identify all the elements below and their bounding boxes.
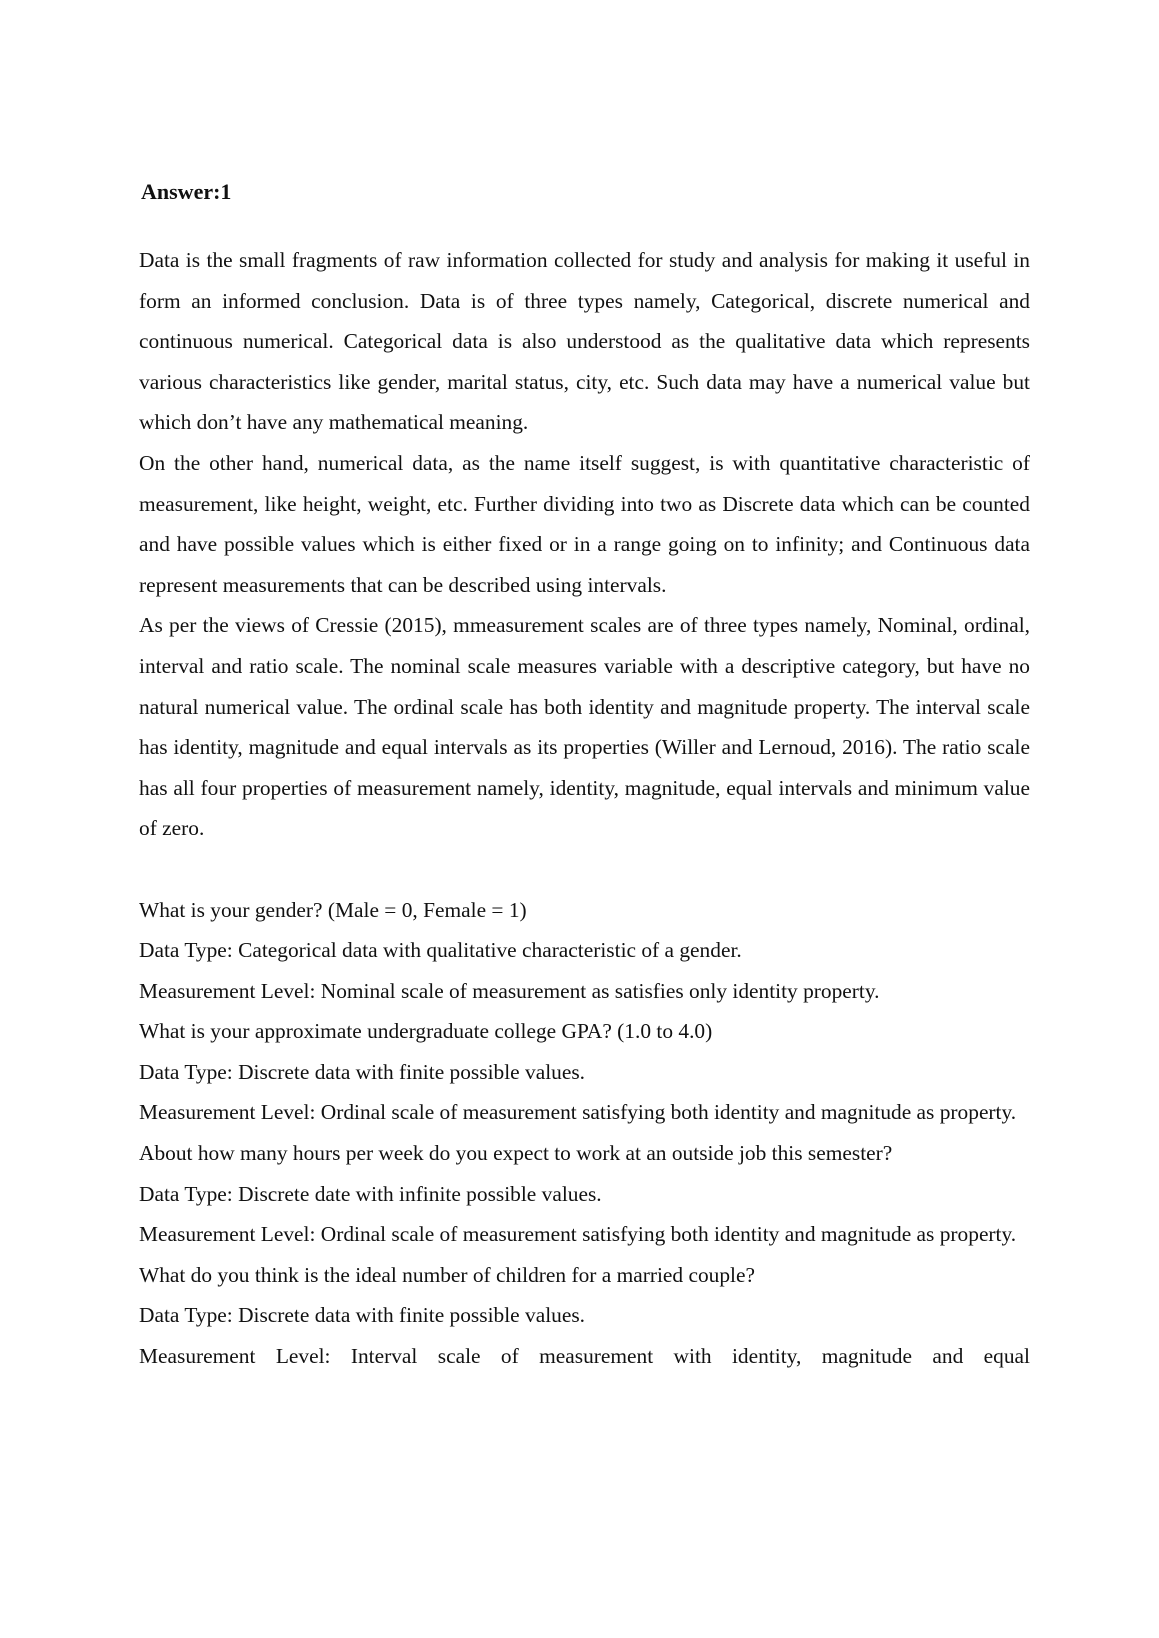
document-body (139, 240, 1030, 1377)
data-type-text: Data Type: Discrete data with finite possible values. (139, 1303, 585, 1328)
measurement-level-text: Measurement Level: Interval scale of measurement with identity, magnitude and equal (139, 1344, 1030, 1369)
paragraph-measurement-scales: As per the views of Cressie (2015), mmeasurement scales are of three types namely, Nominal, ordinal, interval and ratio scale. The nominal scale measures variable with a descriptive category, but have no natural numerical value. The ordinal scale has both identity and magnitude property. The interval scale has identity, magnitude and equal intervals as its properties (Willer and Lernoud, 2016). The ratio scale has all four properties of measurement namely, identity, magnitude, equal intervals and minimum value of zero. (139, 613, 1030, 841)
data-type-text: Data Type: Discrete date with infinite possible values. (139, 1181, 602, 1206)
answer-heading: Answer:1 (141, 179, 232, 204)
data-type-text: Data Type: Discrete data with finite possible values. (139, 1059, 585, 1084)
question-text: About how many hours per week do you expect to work at an outside job this semester? (139, 1141, 893, 1166)
question-text: What do you think is the ideal number of children for a married couple? (139, 1262, 755, 1287)
measurement-level-text: Measurement Level: Ordinal scale of measurement satisfying both identity and magnitude as property. (139, 1100, 1017, 1125)
blank-line (139, 849, 1030, 890)
data-type-text: Data Type: Categorical data with qualitative characteristic of a gender. (139, 938, 742, 963)
paragraph-data-definition: Data is the small fragments of raw information collected for study and analysis for making it useful in form an informed conclusion. Data is of three types namely, Categorical, discrete numerical and continuous numerical. Categorical data is also understood as the qualitative data which represents various characteristics like gender, marital status, city, etc. Such data may have a numerical value but which don’t have any mathematical meaning. (139, 248, 1030, 435)
paragraph-numerical-data: On the other hand, numerical data, as the name itself suggest, is with quantitative characteristic of measurement, like height, weight, etc. Further dividing into two as Discrete data which can be counted and have possible values which is either fixed or in a range going on to infinity; and Continuous data represent measurements that can be described using intervals. (139, 450, 1030, 597)
question-text: What is your approximate undergraduate college GPA? (1.0 to 4.0) (139, 1019, 713, 1044)
question-block-gpa (139, 1011, 1030, 1133)
question-block-children (139, 1255, 1030, 1377)
question-block-work-hours (139, 1133, 1030, 1255)
measurement-level-text: Measurement Level: Ordinal scale of measurement satisfying both identity and magnitude as property. (139, 1222, 1017, 1247)
measurement-level-text: Measurement Level: Nominal scale of measurement as satisfies only identity property. (139, 978, 880, 1003)
question-block-gender (139, 890, 1030, 1012)
question-text: What is your gender? (Male = 0, Female = 1) (139, 897, 527, 922)
